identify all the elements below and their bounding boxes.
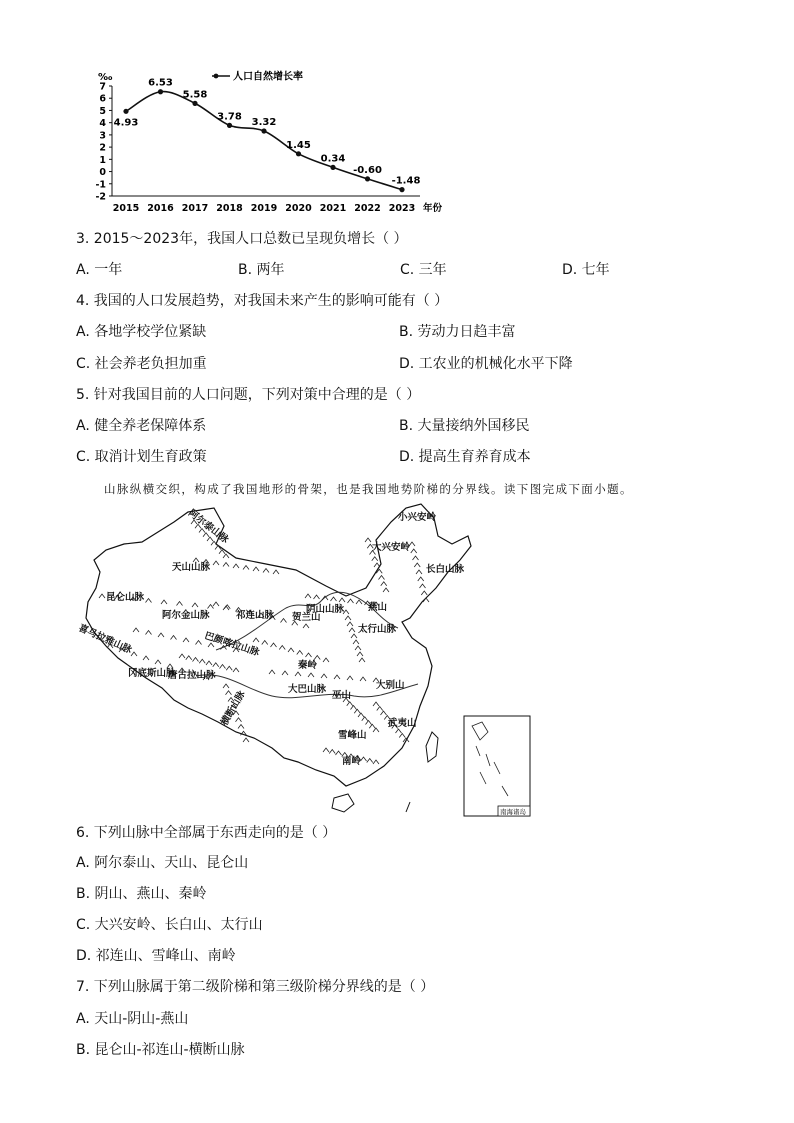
mountain-mark — [213, 602, 219, 606]
mountain-mark — [365, 538, 371, 542]
mountain-mark — [329, 750, 335, 754]
data-label: 1.45 — [286, 139, 311, 151]
mountain-mark — [262, 641, 268, 645]
mountain-mark — [314, 656, 320, 660]
label-xuefeng: 雪峰山 — [338, 730, 367, 741]
mountain-mark — [413, 556, 419, 560]
mountain-mark — [183, 638, 189, 642]
mountain-mark — [143, 656, 149, 660]
mountain-mark — [347, 622, 353, 626]
mountain-mark — [213, 663, 219, 667]
mountain-mark — [146, 631, 152, 635]
mountain-mark — [253, 567, 259, 571]
mountain-mark — [362, 717, 368, 721]
label-hengduan: 横断山脉 — [219, 689, 248, 728]
mountain-mark — [207, 537, 213, 541]
mountain-mark — [331, 597, 337, 601]
question-5-stem: 5. 针对我国目前的人口问题，下列对策中合理的是（ ） — [76, 387, 421, 403]
y-tick-label: 7 — [99, 81, 106, 93]
mountain-mark — [133, 628, 139, 632]
x-tick-label: 2021 — [319, 203, 347, 214]
mountain-mark — [281, 619, 287, 623]
mountain-mark — [288, 648, 294, 652]
mountain-mark — [303, 624, 309, 628]
mountain-mark — [359, 658, 365, 662]
q5-option-a: A. 健全养老保障体系 — [76, 418, 207, 434]
mountain-mark — [99, 594, 105, 598]
mountain-mark — [418, 577, 424, 581]
mountain-mark — [383, 588, 389, 592]
data-point — [330, 165, 335, 170]
mountain-mark — [208, 605, 214, 609]
mountain-mark — [373, 702, 379, 706]
mountain-mark — [192, 603, 198, 607]
mountain-mark — [305, 594, 311, 598]
data-label: 4.93 — [113, 117, 139, 129]
mountain-mark — [323, 658, 329, 662]
x-tick-label: 2019 — [250, 203, 278, 214]
mountain-mark — [360, 677, 366, 681]
mountain-mark — [369, 724, 375, 728]
label-tanggula: 唐古拉山脉 — [168, 670, 216, 681]
mountain-mark — [161, 600, 167, 604]
label-taihang: 太行山脉 — [358, 624, 397, 635]
label-dabie: 大别山 — [376, 680, 405, 691]
q3-option-d: D. 七年 — [562, 262, 610, 278]
label-gangdise: 冈底斯山脉 — [128, 668, 176, 679]
q3-option-b: B. 两年 — [238, 262, 285, 278]
x-tick-label: 2015 — [112, 203, 140, 214]
label-tianshan: 天山山脉 — [172, 562, 211, 573]
mountain-mark — [379, 576, 385, 580]
mountain-mark — [179, 654, 185, 658]
x-tick-label: 2016 — [147, 203, 174, 214]
y-tick-label: 2 — [99, 142, 106, 154]
data-point — [192, 101, 197, 106]
y-tick-label: 3 — [99, 130, 106, 142]
mountain-mark — [348, 599, 354, 603]
data-point — [399, 187, 404, 192]
mountain-mark — [295, 672, 301, 676]
label-xiaoxinganling: 小兴安岭 — [398, 512, 437, 523]
q4-option-b: B. 劳动力日趋丰富 — [399, 324, 516, 340]
mountain-mark — [351, 706, 357, 710]
mountain-mark — [358, 713, 364, 717]
mountain-mark — [372, 557, 378, 561]
data-label: 0.34 — [320, 153, 346, 165]
data-label: 5.58 — [182, 89, 208, 101]
q7-option-b: B. 昆仑山-祁连山-横断山脉 — [76, 1042, 245, 1058]
data-point — [158, 89, 163, 94]
mountain-mark — [411, 549, 417, 553]
data-point — [123, 109, 128, 114]
mountain-mark — [414, 563, 420, 567]
legend — [212, 70, 303, 83]
mountain-mark — [243, 566, 249, 570]
mountain-mark — [396, 729, 402, 733]
q4-option-a: A. 各地学校学位紧缺 — [76, 324, 207, 340]
mountain-mark — [131, 652, 137, 656]
mountain-mark — [355, 646, 361, 650]
y-tick-label: 0 — [99, 167, 106, 179]
q3-option-c: C. 三年 — [400, 262, 447, 278]
question-3-stem: 3. 2015～2023年，我国人口总数已呈现负增长（ ） — [76, 231, 408, 247]
q7-option-a: A. 天山-阴山-燕山 — [76, 1011, 189, 1027]
inset-label: 南海诸岛 — [500, 808, 526, 816]
label-daxinganling: 大兴安岭 — [372, 542, 411, 553]
y-tick-label: 4 — [99, 118, 106, 130]
south-china-sea-inset — [464, 716, 530, 816]
x-ticks — [113, 203, 415, 214]
y-tick-label: 6 — [99, 93, 106, 105]
mountain-mark — [306, 653, 312, 657]
mountain-mark — [271, 643, 277, 647]
mountain-mark — [334, 675, 340, 679]
label-altai: 阿尔泰山脉 — [186, 507, 231, 546]
q5-option-c: C. 取消计划生育政策 — [76, 449, 207, 465]
x-tick-label: 2023 — [388, 203, 416, 214]
mountain-mark — [353, 640, 359, 644]
mountain-mark — [323, 748, 329, 752]
data-point — [261, 128, 266, 133]
x-tick-label: 2020 — [285, 203, 312, 214]
question-4-stem: 4. 我国的人口发展趋势，对我国未来产生的影响可能有（ ） — [76, 293, 449, 309]
mountain-mark — [373, 728, 379, 732]
x-tick-label: 2022 — [354, 203, 381, 214]
mountain-mark — [373, 760, 379, 764]
data-point — [296, 151, 301, 156]
mountain-mark — [171, 636, 177, 640]
q5-option-b: B. 大量接纳外国移民 — [399, 418, 530, 434]
mountain-mark — [314, 595, 320, 599]
label-kunlun: 昆仑山脉 — [106, 592, 145, 603]
mountain-mark — [253, 638, 259, 642]
q3-option-a: A. 一年 — [76, 262, 123, 278]
label-dabashan: 大巴山脉 — [288, 684, 327, 695]
mountain-mark — [193, 658, 199, 662]
x-tick-label: 2017 — [181, 203, 209, 214]
mountain-mark — [236, 718, 242, 722]
mountain-mark — [374, 563, 380, 567]
mountain-mark — [381, 582, 387, 586]
mountain-mark — [356, 600, 362, 604]
y-unit-label: ‰ — [98, 72, 113, 83]
data-label: 6.53 — [148, 77, 173, 89]
mountain-mark — [223, 563, 229, 567]
mountain-mark — [421, 591, 427, 595]
mountain-mark — [155, 660, 161, 664]
y-tick-label: 1 — [99, 154, 106, 166]
mountain-mark — [357, 652, 363, 656]
mountain-mark — [233, 668, 239, 672]
china-outline — [86, 504, 471, 786]
label-changbai: 长白山脉 — [426, 564, 465, 575]
mountain-mark — [146, 599, 152, 603]
mountain-mark — [347, 676, 353, 680]
q5-option-d: D. 提高生育养育成本 — [399, 449, 531, 465]
mountain-mark — [416, 570, 422, 574]
question-7-stem: 7. 下列山脉属于第二级阶梯和第三级阶梯分界线的是（ ） — [76, 979, 435, 995]
mountain-mark — [226, 691, 232, 695]
q6-option-c: C. 大兴安岭、长白山、太行山 — [76, 917, 263, 933]
mountain-mark — [321, 674, 327, 678]
q6-option-b: B. 阴山、燕山、秦岭 — [76, 886, 207, 902]
q4-option-d: D. 工农业的机械化水平下降 — [399, 356, 573, 372]
mountain-mark — [263, 569, 269, 573]
mountain-mark — [345, 616, 351, 620]
mountain-mark — [199, 659, 205, 663]
q6-option-a: A. 阿尔泰山、天山、昆仑山 — [76, 855, 249, 871]
mountain-mark — [213, 561, 219, 565]
question-6-stem: 6. 下列山脉中全部属于东西走向的是（ ） — [76, 825, 337, 841]
data-point — [227, 123, 232, 128]
label-qilian: 祁连山脉 — [236, 610, 275, 621]
data-point — [365, 176, 370, 181]
taiwan-island — [426, 732, 438, 762]
mountain-mark — [339, 598, 345, 602]
mountain-mark — [233, 564, 239, 568]
map-intro-text: 山脉纵横交织，构成了我国地形的骨架，也是我国地势阶梯的分界线。读下图完成下面小题。 — [104, 482, 633, 496]
mountain-mark — [349, 628, 355, 632]
mountain-mark — [420, 584, 426, 588]
mountain-mark — [297, 651, 303, 655]
label-wushan: 巫山 — [332, 690, 352, 701]
q6-option-d: D. 祁连山、雪峰山、南岭 — [76, 948, 236, 964]
mountain-mark — [158, 633, 164, 637]
mountain-mark — [381, 711, 387, 715]
china-mountain-map — [76, 500, 546, 820]
y-ticks — [95, 82, 112, 203]
mountain-mark — [336, 751, 342, 755]
mountain-mark — [367, 759, 373, 763]
mountain-mark — [347, 702, 353, 706]
mountain-mark — [282, 671, 288, 675]
label-wuyi: 武夷山 — [388, 718, 417, 729]
mountain-mark — [186, 656, 192, 660]
label-bayankala: 巴颜喀拉山脉 — [203, 630, 261, 659]
label-qinling: 秦岭 — [298, 660, 318, 671]
y-tick-label: -2 — [95, 191, 106, 203]
mountain-mark — [206, 661, 212, 665]
mountain-mark — [361, 757, 367, 761]
mountain-mark — [322, 596, 328, 600]
mountain-mark — [223, 554, 229, 558]
q4-option-c: C. 社会养老负担加重 — [76, 356, 207, 372]
x-axis-suffix: 年份 — [423, 203, 443, 214]
hainan-island — [332, 794, 354, 812]
mountain-mark — [354, 709, 360, 713]
mountain-mark — [243, 738, 249, 742]
mountain-mark — [279, 646, 285, 650]
data-label: 3.32 — [251, 116, 277, 128]
label-helan: 贺兰山 — [292, 612, 321, 623]
label-himalaya: 喜马拉雅山脉 — [76, 622, 134, 656]
data-label: -1.48 — [391, 175, 421, 187]
legend-label: 人口自然增长率 — [233, 71, 303, 83]
mountain-mark — [399, 734, 405, 738]
mountain-mark — [308, 673, 314, 677]
mountain-mark — [238, 725, 244, 729]
mountain-mark — [269, 670, 275, 674]
mountain-mark — [273, 570, 279, 574]
mountain-mark — [351, 634, 357, 638]
data-label: 3.78 — [217, 111, 242, 123]
label-yanshan: 燕山 — [368, 602, 388, 613]
mountain-mark — [377, 707, 383, 711]
label-nanling: 南岭 — [342, 756, 362, 767]
mountain-mark — [220, 665, 226, 669]
label-yinshan: 阴山山脉 — [306, 604, 345, 615]
mountain-mark — [226, 666, 232, 670]
mountain-mark — [177, 602, 183, 606]
label-altun: 阿尔金山脉 — [162, 610, 210, 621]
mountain-mark — [366, 721, 372, 725]
mountain-mark — [196, 641, 202, 645]
y-tick-label: -1 — [95, 179, 106, 191]
x-tick-label: 2018 — [216, 203, 243, 214]
data-label: -0.60 — [353, 164, 382, 176]
y-tick-label: 5 — [99, 105, 106, 117]
population-growth-chart — [90, 68, 450, 218]
mountain-mark — [223, 684, 229, 688]
